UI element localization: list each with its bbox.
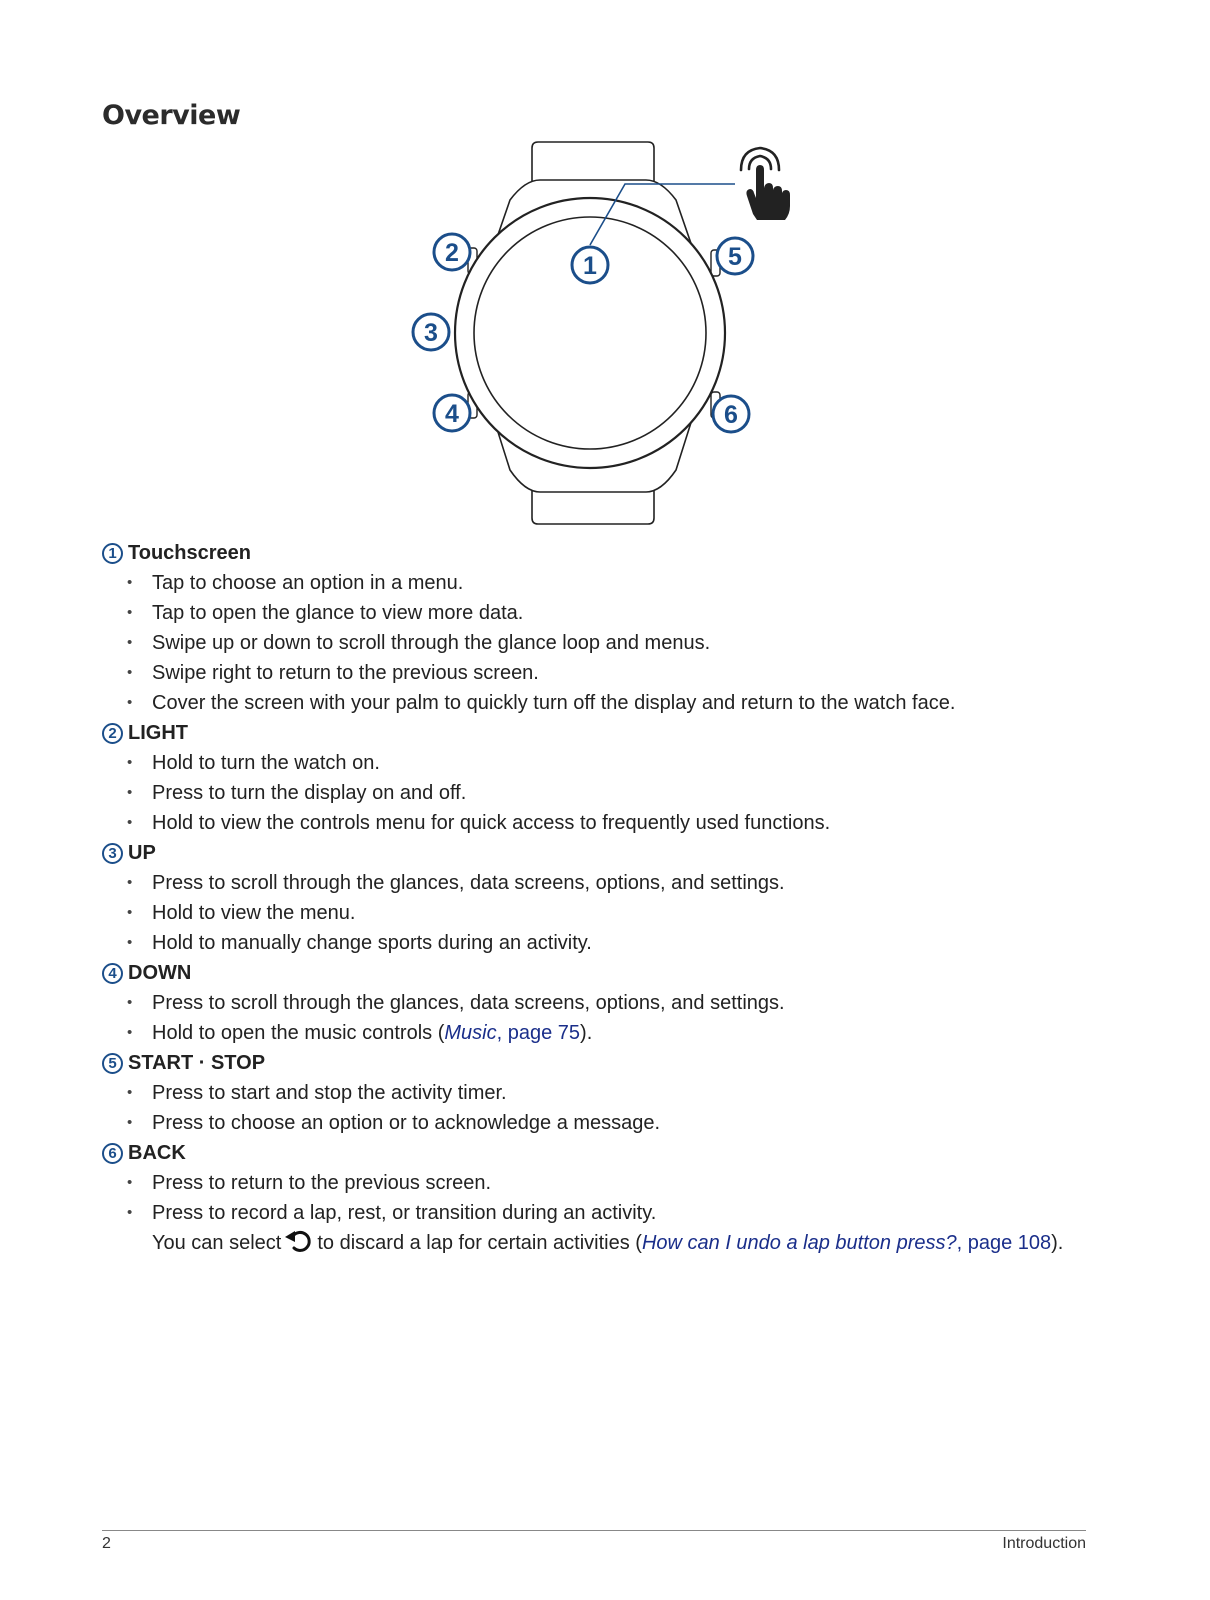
section-heading (102, 718, 1102, 748)
callout-1 (572, 247, 608, 283)
watch-diagram (395, 140, 795, 540)
section-title: DOWN (128, 961, 192, 984)
footer-divider (102, 1530, 1086, 1531)
callout-number: 2 (102, 723, 123, 744)
undo-lap-page-link[interactable] (642, 1232, 1051, 1254)
callout-2-label: 2 (445, 239, 459, 267)
callout-number: 6 (102, 1143, 123, 1164)
callout-5 (717, 238, 753, 274)
section-down (102, 958, 1102, 1048)
button-descriptions (102, 538, 1102, 1258)
list-item: • Cover the screen with your palm to quickly turn off the display and return to the watch face. (102, 688, 1102, 718)
list-item: • Hold to view the menu. (102, 898, 1102, 928)
undo-arrow-icon (284, 1229, 314, 1253)
list-item: • Press to start and stop the activity timer. (102, 1078, 1102, 1108)
list-item: • Press to turn the display on and off. (102, 778, 1102, 808)
callout-number: 4 (102, 963, 123, 984)
page-number: 2 (102, 1535, 111, 1552)
callout-number: 3 (102, 843, 123, 864)
callout-1-label: 1 (583, 252, 597, 280)
bullet-list (102, 1078, 1102, 1138)
list-item-lap (102, 1198, 1102, 1258)
callout-number: 5 (102, 1053, 123, 1074)
callout-6 (713, 396, 749, 432)
section-start-stop (102, 1048, 1102, 1138)
list-item: • Hold to manually change sports during an activity. (102, 928, 1102, 958)
list-item: • Tap to choose an option in a menu. (102, 568, 1102, 598)
section-light (102, 718, 1102, 838)
music-link-page[interactable]: , page 75 (496, 1022, 581, 1044)
section-title: BACK (128, 1141, 186, 1164)
lap-item-text: • Press to record a lap, rest, or transition during an activity. (152, 1202, 657, 1224)
lap-note-prefix: You can select (152, 1232, 282, 1254)
lap-note-suffix: ). (1051, 1232, 1064, 1254)
section-touchscreen (102, 538, 1102, 718)
list-item: • Press to scroll through the glances, data screens, options, and settings. (102, 988, 1102, 1018)
callout-4 (434, 395, 470, 431)
lap-note-mid: to discard a lap for certain activities ( (317, 1232, 642, 1254)
section-heading (102, 958, 1102, 988)
section-heading (102, 538, 1102, 568)
callout-3 (413, 314, 449, 350)
list-item: • Hold to view the controls menu for quick access to frequently used functions. (102, 808, 1102, 838)
callout-2 (434, 234, 470, 270)
music-page-link[interactable] (444, 1022, 580, 1044)
page-title: Overview (102, 100, 241, 131)
callout-number: 1 (102, 543, 123, 564)
tap-hand-icon (741, 148, 790, 220)
footer-section-name: Introduction (1002, 1535, 1086, 1552)
section-title: Touchscreen (128, 541, 251, 564)
music-item-prefix: Hold to open the music controls ( (152, 1022, 445, 1044)
section-title: LIGHT (128, 721, 188, 744)
list-item: • Hold to turn the watch on. (102, 748, 1102, 778)
list-item: • Press to choose an option or to acknowledge a message. (102, 1108, 1102, 1138)
bullet-list (102, 988, 1102, 1048)
music-link-title[interactable]: Music (444, 1022, 497, 1044)
list-item: • Swipe right to return to the previous screen. (102, 658, 1102, 688)
undo-link-title[interactable]: How can I undo a lap button press? (641, 1232, 957, 1254)
callout-3-label: 3 (424, 319, 438, 347)
callout-5-label: 5 (728, 243, 742, 271)
section-title: UP (128, 841, 156, 864)
bullet-list (102, 1168, 1102, 1258)
list-item-music (102, 1018, 1102, 1048)
list-item: • Press to scroll through the glances, data screens, options, and settings. (102, 868, 1102, 898)
list-item: • Tap to open the glance to view more data. (102, 598, 1102, 628)
bullet-list (102, 748, 1102, 838)
lap-item-note (152, 1228, 1102, 1258)
section-title: START · STOP (128, 1051, 266, 1074)
section-heading (102, 838, 1102, 868)
list-item: • Press to return to the previous screen. (102, 1168, 1102, 1198)
callout-6-label: 6 (724, 401, 738, 429)
bullet-list (102, 868, 1102, 958)
section-heading (102, 1138, 1102, 1168)
music-item-suffix: ). (580, 1022, 593, 1044)
callout-4-label: 4 (445, 400, 459, 428)
undo-link-page[interactable]: , page 108 (956, 1232, 1052, 1254)
bullet-list (102, 568, 1102, 718)
section-up (102, 838, 1102, 958)
section-heading (102, 1048, 1102, 1078)
section-back (102, 1138, 1102, 1258)
list-item: • Swipe up or down to scroll through the glance loop and menus. (102, 628, 1102, 658)
